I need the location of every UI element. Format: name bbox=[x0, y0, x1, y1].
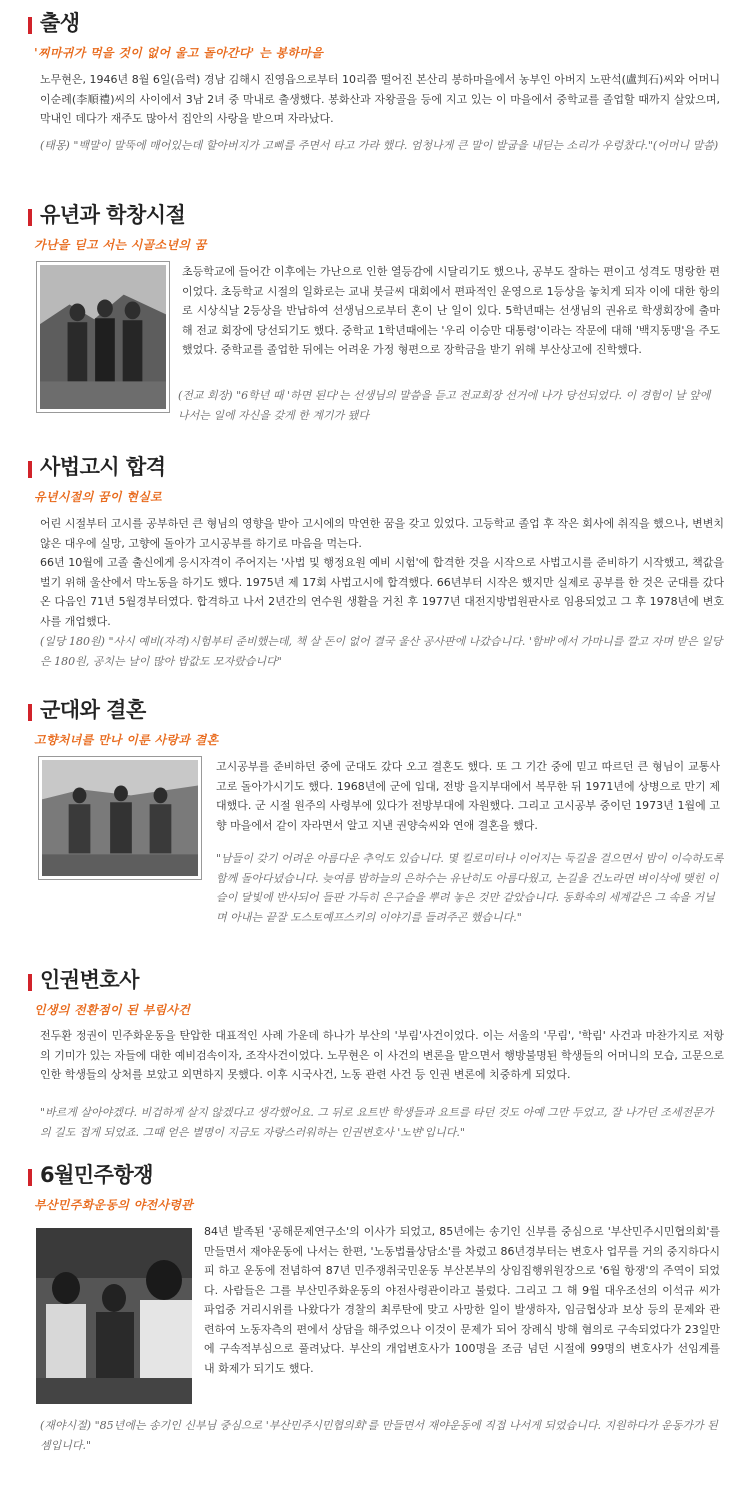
section-quote: (일당 180원) "사시 예비(자격)시험부터 준비했는데, 책 살 돈이 없어 결국 울산 공사판에 나갔습니다. '함바'에서 가마니를 깔고 자며 받은 일당은 180원, 공치는 날이 많아 밥값도 모자랐습니다" bbox=[40, 635, 723, 668]
section-childhood bbox=[0, 200, 740, 430]
section-body: 어린 시절부터 고시를 공부하던 큰 형님의 영향을 받아 고시에의 막연한 꿈을 갖고 있었다. 고등학교 졸업 후 작은 회사에 취직을 했으나, 변변치 않은 대우에 실망, 고향에 돌아가 고시공부를 하기로 마음을 먹는다. 66년 10월에 고졸 출신에게 응시자격이 주어지는 '사법 및 행정요원 예비 시험'에 합격한 것을 시작으로 사법고시를 준비하기 시작했고, 책값을 벌기 위해 울산에서 막노동을 하기도 했다. 1975년 제 17회 사법고시에 합격했다. 66년부터 시작은 했지만 실제로 공부를 한 것은 군대를 갔다 온 다음인 71년 5월경부터였다. 합격하고 나서 2년간의 연수원 생활을 거친 후 1977년 대전지방법원판사로 임용되었고 그 후 1978년에 변호사를 개업했다. bbox=[40, 517, 724, 628]
section-body: 초등학교에 들어간 이후에는 가난으로 인한 열등감에 시달리기도 했으나, 공부도 잘하는 편이고 성격도 명랑한 편이었다. 초등학교 시절의 일화로는 교내 붓글씨 대회에서 편파적인 운영으로 1등상을 놓치게 되자 이에 대한 항의로 시상식날 2등상을 반납하여 선생님으로부터 혼이 난 일이 있다. 5학년때는 선생님의 권유로 학생회장에 출마해 전교 회장에 당선되기도 했다. 중학교 1학년때에는 '우리 이승만 대통령'이라는 작문에 대해 '백지동맹'을 주도했었다. 중학교를 졸업한 뒤에는 어려운 가정 형편으로 장학금을 받기 위해 부산상고에 진학했다. bbox=[182, 265, 720, 356]
photo-image bbox=[36, 1228, 192, 1404]
heading-bar bbox=[28, 17, 32, 34]
protest-photo bbox=[36, 1228, 192, 1404]
heading-bar bbox=[28, 1169, 32, 1186]
section-military-marriage bbox=[0, 695, 740, 945]
section-title: 인권변호사 bbox=[40, 968, 139, 992]
section-heading bbox=[0, 8, 740, 38]
heading-bar bbox=[28, 209, 32, 226]
section-body: 고시공부를 준비하던 중에 군대도 갔다 오고 결혼도 했다. 또 그 기간 중에 믿고 따르던 큰 형님이 교통사고로 돌아가시기도 했다. 1968년에 군에 입대, 전방 을지부대에서 복무한 뒤 1971년에 상병으로 만기 제대했다. 군 시절 원주의 사령부에 있다가 전방부대에 자원했다. 그리고 고시공부 중이던 1973년 1월에 고향 마을에서 같이 자라면서 알고 지낸 권양숙씨와 연애 결혼을 했다. bbox=[216, 760, 720, 832]
section-heading bbox=[0, 452, 740, 482]
section-title: 사법고시 합격 bbox=[40, 455, 166, 479]
section-quote: "바르게 살아야겠다. 비겁하게 살지 않겠다고 생각했어요. 그 뒤로 요트반 학생들과 요트를 타던 것도 아예 그만 두었고, 잘 나가던 조세전문가의 길도 접게 되었죠. 그때 얻은 별명이 지금도 자랑스러워하는 인권변호사 '노변'입니다." bbox=[40, 1106, 714, 1139]
heading-bar bbox=[28, 974, 32, 991]
military-photo bbox=[38, 756, 202, 880]
section-body: 노무현은, 1946년 8월 6일(음력) 경남 김해시 진영읍으로부터 10리쯤 떨어진 본산리 봉하마을에서 농부인 아버지 노판석(盧判石)씨와 어머니 이순례(李順禮)씨의 사이에서 3남 2녀 중 막내로 출생했다. 봉화산과 자왕골을 등에 지고 있는 이 마을에서 중학교를 졸업할 때까지 살았으며, 막내인 데다가 재주도 많아서 집안의 사랑을 받으며 자라났다. bbox=[40, 73, 720, 125]
section-bar-exam bbox=[0, 452, 740, 672]
section-title: 유년과 학창시절 bbox=[40, 203, 186, 227]
section-subtitle: 유년시절의 꿈이 현실로 bbox=[34, 490, 162, 504]
section-heading bbox=[0, 965, 740, 995]
section-heading bbox=[0, 1160, 740, 1190]
heading-bar bbox=[28, 704, 32, 721]
section-quote: (전교 회장) "6학년 때 '하면 된다'는 선생님의 말씀을 듣고 전교회장 선거에 나가 당선되었다. 이 경험이 날 앞에 나서는 일에 자신을 갖게 한 계기가 됐다 bbox=[178, 389, 711, 422]
section-body: 84년 발족된 '공해문제연구소'의 이사가 되었고, 85년에는 송기인 신부를 중심으로 '부산민주시민협의회'를 만들면서 재야운동에 나서는 한편, '노동법률상담소'를 차렸고 86년경부터는 변호사 업무를 거의 중지하다시피 하고 운동에 전념하여 87년 민주쟁취국민운동 부산본부의 상임집행위원장으로 '6월 항쟁'의 주역이 되었다. 사람들은 그를 부산민주화운동의 야전사령관이라고 불렀다. 그리고 그 해 9월 대우조선의 이석규 씨가 파업중 거리시위를 나왔다가 경찰의 최루탄에 맞고 사망한 일이 발생하자, 임금협상과 보상 등의 문제와 관련하여 노동자측의 편에서 상담을 해주었으나 이것이 문제가 되어 장례식 방해 혐의로 구속되었다가 23일만에 구속적부심으로 풀려났다. 부산의 개업변호사가 100명을 조금 넘던 시절에 99명의 변호사가 선임계를 내 화제가 되기도 했다. bbox=[204, 1225, 720, 1375]
heading-bar bbox=[28, 461, 32, 478]
section-subtitle: 부산민주화운동의 야전사령관 bbox=[34, 1198, 194, 1212]
section-subtitle: '찌마귀가 먹을 것이 없어 울고 돌아간다' 는 봉하마을 bbox=[34, 46, 324, 60]
section-subtitle: 가난을 딛고 서는 시골소년의 꿈 bbox=[34, 238, 207, 252]
section-subtitle: 인생의 전환점이 된 부림사건 bbox=[34, 1003, 191, 1017]
section-human-rights-lawyer bbox=[0, 965, 740, 1139]
section-heading bbox=[0, 200, 740, 230]
section-subtitle: 고향처녀를 만나 이룬 사랑과 결혼 bbox=[34, 733, 219, 747]
section-quote: (재야시절) "85년에는 송기인 신부님 중심으로 '부산민주시민협의회'를 만들면서 재야운동에 직접 나서게 되었습니다. 지원하다가 운동가가 된 셈입니다." bbox=[40, 1419, 718, 1452]
section-title: 군대와 결혼 bbox=[40, 698, 146, 722]
section-body: 전두환 정권이 민주화운동을 탄압한 대표적인 사례 가운데 하나가 부산의 '부림'사건이었다. 이는 서울의 '무림', '학림' 사건과 마찬가지로 저항의 기미가 있는 자들에 대한 예비검속이자, 조작사건이었다. 노무현은 이 사건의 변론을 맡으면서 행방불명된 학생들의 어머니의 모습, 고문으로 인한 학생들의 상처를 보았고 외면하지 못했다. 이후 시국사건, 노동 관련 사건 등 인권 변론에 치중하게 되었다. bbox=[40, 1029, 724, 1081]
photo-image bbox=[40, 265, 166, 409]
section-quote: "남들이 갖기 어려운 아름다운 추억도 있습니다. 몇 킬로미터나 이어지는 둑길을 걸으면서 밤이 이슥하도록 함께 돌아다녔습니다. 늦여름 밤하늘의 은하수는 유난히도 아름다웠고, 논길을 건노라면 벼이삭에 맺힌 이슬이 달빛에 반사되어 들판 가득히 은구슬을 뿌려 놓은 것만 같았습니다. 동화속의 세계같은 그 속을 거닐며 아내는 끝잘 도스토예프스키의 이야기를 들려주곤 했습니다." bbox=[216, 852, 724, 924]
section-birth bbox=[0, 8, 740, 168]
section-title: 출생 bbox=[40, 11, 80, 35]
section-heading bbox=[0, 695, 740, 725]
section-june-democratic-struggle bbox=[0, 1160, 740, 1470]
childhood-photo bbox=[36, 261, 170, 413]
section-title: 6월민주항쟁 bbox=[40, 1163, 154, 1187]
section-quote: (태몽) "백말이 말뚝에 매어있는데 할아버지가 고삐를 주면서 타고 가라 했다. 엄청나게 큰 말이 발굽을 내딛는 소리가 우렁찼다."(어머니 말씀) bbox=[40, 139, 719, 152]
photo-image bbox=[42, 760, 198, 876]
